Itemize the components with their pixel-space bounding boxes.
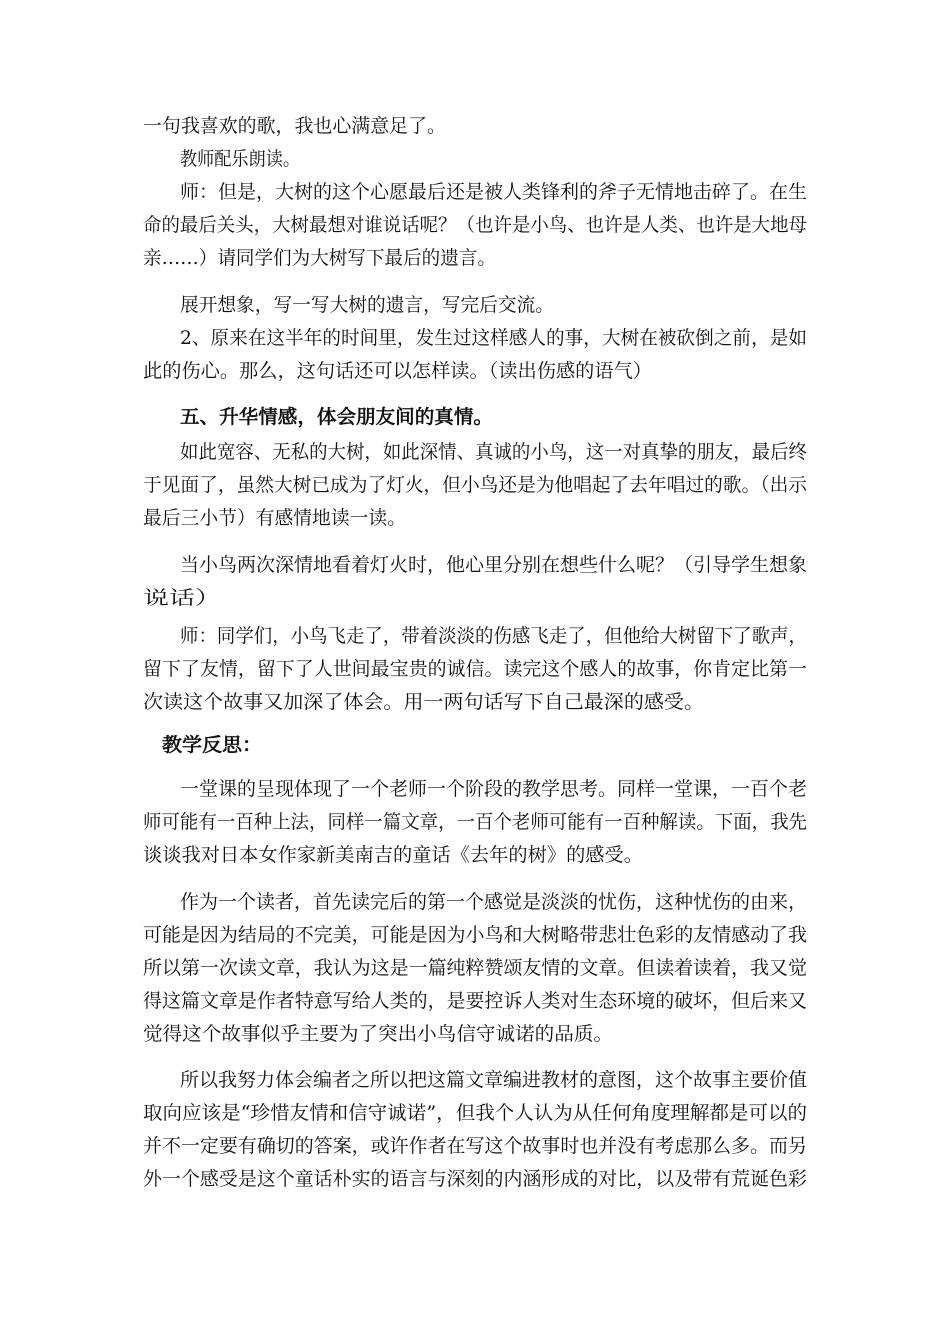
text-line-content: 得这篇文章是作者特意写给人类的，是要控诉人类对生态环境的破坏，但后来又 <box>143 990 807 1012</box>
text-line <box>0 245 950 271</box>
text-line <box>0 505 950 531</box>
text-line <box>0 292 950 318</box>
text-line <box>0 472 950 498</box>
text-line-content: 命的最后关头，大树最想对谁说话呢？（也许是小鸟、也许是人类、也许是大地母 <box>143 214 807 236</box>
text-line-content: 作为一个读者，首先读完后的第一个感觉是淡淡的忧伤，这种忧伤的由来， <box>180 891 807 913</box>
text-line-content: 亲……）请同学们为大树写下最后的遗言。 <box>143 247 496 269</box>
section-heading <box>0 404 950 430</box>
text-line <box>0 439 950 465</box>
text-line <box>0 623 950 649</box>
text-line-content: 一句我喜欢的歌，我也心满意足了。 <box>143 115 446 137</box>
text-line-content: 师：但是，大树的这个心愿最后还是被人类锋利的斧子无情地击碎了。在生 <box>180 181 807 203</box>
text-line-content: 如此宽容、无私的大树，如此深情、真诚的小鸟，这一对真挚的朋友，最后终 <box>180 441 807 463</box>
text-line <box>0 889 950 915</box>
text-line-content: 于见面了，虽然大树已成为了灯火，但小鸟还是为他唱起了去年唱过的歌。（出示 <box>143 474 807 496</box>
text-line <box>0 325 950 351</box>
text-line <box>0 656 950 682</box>
text-line <box>0 1100 950 1126</box>
text-line-content: 谈谈我对日本女作家新美南吉的童话《去年的树》的感受。 <box>143 844 643 866</box>
section-heading <box>0 732 950 758</box>
text-line-content: 说话） <box>143 587 221 609</box>
text-line-content: 取向应该是“珍惜友情和信守诚诺”，但我个人认为从任何角度理解都是可以的 <box>143 1102 807 1124</box>
text-line <box>0 955 950 981</box>
text-line-content: 展开想象，写一写大树的遗言，写完后交流。 <box>180 294 554 316</box>
text-line-content: 最后三小节）有感情地读一读。 <box>143 507 406 529</box>
text-line-content: 觉得这个故事似乎主要为了突出小鸟信守诚诺的品质。 <box>143 1023 613 1045</box>
text-line-content: 此的伤心。那么，这句话还可以怎样读。（读出伤感的语气） <box>143 360 652 382</box>
text-line <box>0 552 950 578</box>
text-line <box>0 179 950 205</box>
text-line-content: 外一个感受是这个童话朴实的语言与深刻的内涵形成的对比，以及带有荒诞色彩 <box>143 1168 807 1190</box>
text-line-content: 一堂课的呈现体现了一个老师一个阶段的教学思考。同样一堂课，一百个老 <box>180 778 807 800</box>
text-line <box>0 1021 950 1047</box>
text-line <box>0 585 950 611</box>
text-line-content: 所以我努力体会编者之所以把这篇文章编进教材的意图，这个故事主要价值 <box>180 1069 807 1091</box>
text-line-content: 所以第一次读文章，我认为这是一篇纯粹赞颂友情的文章。但读着读着，我又觉 <box>143 957 807 979</box>
text-line <box>0 1067 950 1093</box>
text-line-content: 五、升华情感，体会朋友间的真情。 <box>180 406 493 428</box>
text-line <box>0 842 950 868</box>
text-line <box>0 212 950 238</box>
text-line-content: 次读这个故事又加深了体会。用一两句话写下自己最深的感受。 <box>143 691 704 713</box>
text-line <box>0 1133 950 1159</box>
text-line <box>0 809 950 835</box>
text-line <box>0 988 950 1014</box>
text-line-content: 并不一定要有确切的答案，或许作者在写这个故事时也并没有考虑那么多。而另 <box>143 1135 807 1157</box>
text-line-content: 当小鸟两次深情地看着灯火时，他心里分别在想些什么呢？（引导学生想象 <box>180 554 807 576</box>
text-line <box>0 689 950 715</box>
text-line-content: 2、原来在这半年的时间里，发生过这样感人的事，大树在被砍倒之前，是如 <box>180 327 807 349</box>
text-line-content: 师可能有一百种上法，同样一篇文章，一百个老师可能有一百种解读。下面，我先 <box>143 811 807 833</box>
text-line <box>0 146 950 172</box>
text-line <box>0 776 950 802</box>
text-line <box>0 1166 950 1192</box>
text-line <box>0 113 950 139</box>
text-line-content: 教学反思： <box>162 734 262 756</box>
text-line-content: 留下了友情，留下了人世间最宝贵的诚信。读完这个感人的故事，你肯定比第一 <box>143 658 807 680</box>
text-line-content: 师：同学们，小鸟飞走了，带着淡淡的伤感飞走了，但他给大树留下了歌声， <box>180 625 807 647</box>
text-line-content: 可能是因为结局的不完美，可能是因为小鸟和大树略带悲壮色彩的友情感动了我 <box>143 924 807 946</box>
text-line <box>0 358 950 384</box>
text-line <box>0 922 950 948</box>
text-line-content: 教师配乐朗读。 <box>180 148 300 170</box>
